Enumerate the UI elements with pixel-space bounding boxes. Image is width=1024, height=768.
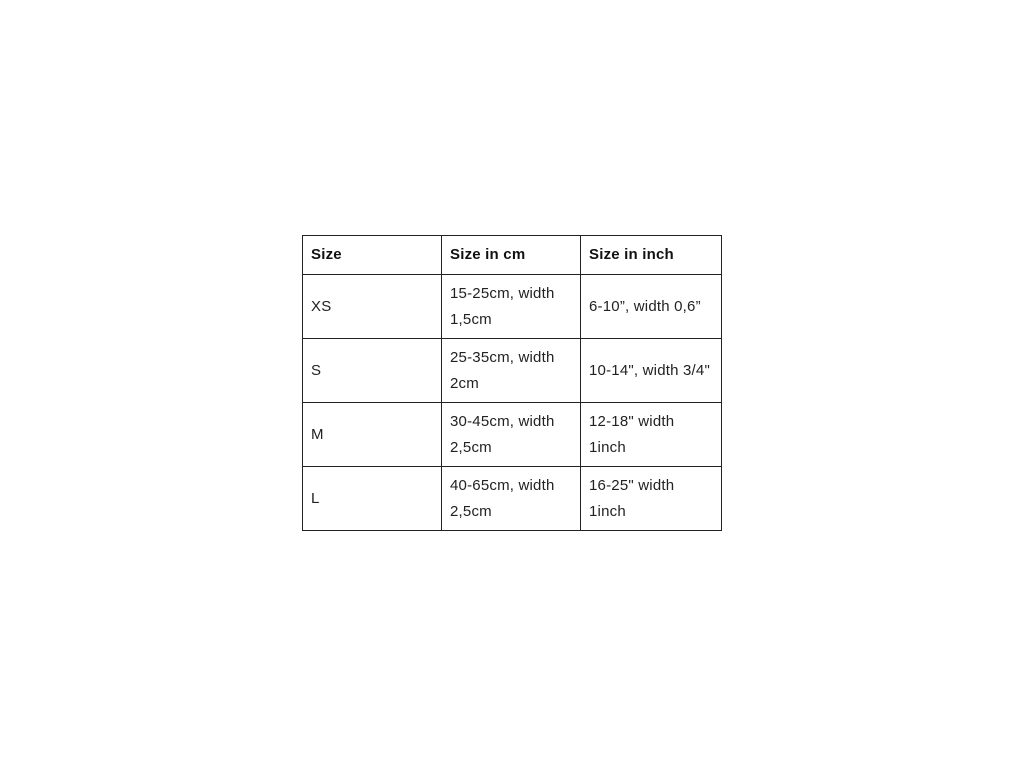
table-header (303, 236, 722, 275)
header-row (303, 236, 722, 275)
header-size-in-inch: Size in inch (581, 236, 722, 275)
cm-cell: 25-35cm, width 2cm (442, 339, 581, 403)
size-chart-table (302, 235, 722, 531)
cm-cell: 30-45cm, width 2,5cm (442, 403, 581, 467)
cm-cell: 40-65cm, width 2,5cm (442, 467, 581, 531)
table-row (303, 275, 722, 339)
table-row (303, 403, 722, 467)
size-cell: XS (303, 275, 442, 339)
header-size: Size (303, 236, 442, 275)
inch-cell: 16-25" width 1inch (581, 467, 722, 531)
size-cell: S (303, 339, 442, 403)
inch-cell: 10-14", width 3/4" (581, 339, 722, 403)
table-row (303, 339, 722, 403)
inch-cell: 6-10”, width 0,6” (581, 275, 722, 339)
cm-cell: 15-25cm, width 1,5cm (442, 275, 581, 339)
size-cell: M (303, 403, 442, 467)
inch-cell: 12-18" width 1inch (581, 403, 722, 467)
header-size-in-cm: Size in cm (442, 236, 581, 275)
table-body (303, 275, 722, 531)
table-row (303, 467, 722, 531)
size-cell: L (303, 467, 442, 531)
